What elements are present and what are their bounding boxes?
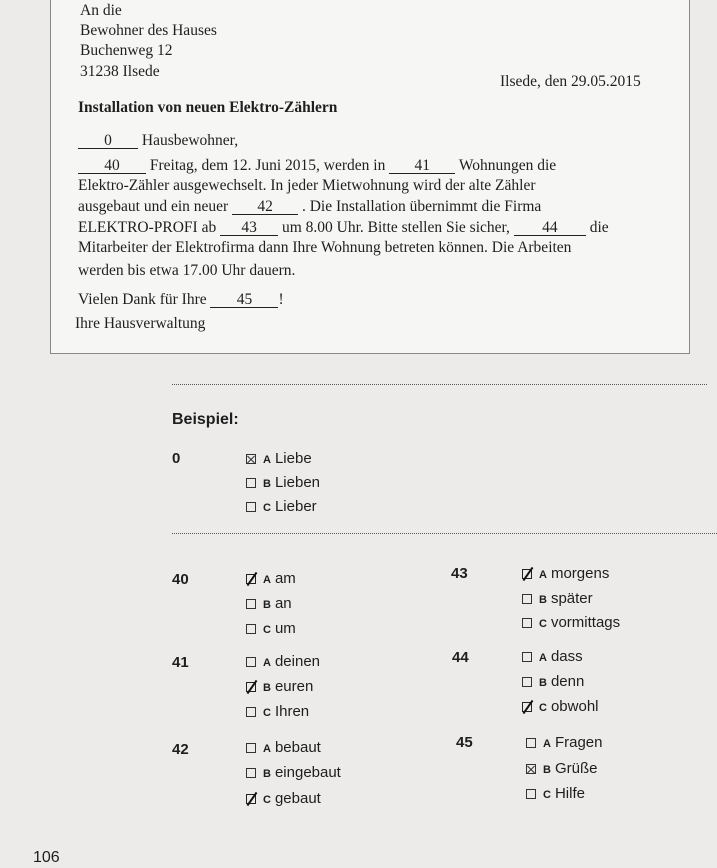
text-segment: ELEKTRO-PROFI ab	[78, 219, 217, 236]
paragraph-line-5: Mitarbeiter der Elektrofirma dann Ihre Wohnung betreten können. Die Arbeiten	[78, 239, 572, 256]
option-text: Grüße	[554, 760, 598, 777]
letter-subject: Installation von neuen Elektro-Zählern	[78, 99, 338, 116]
option-text: obwohl	[550, 698, 599, 715]
checkbox[interactable]	[246, 478, 256, 488]
option-letter: C	[543, 789, 551, 801]
pen-marked-checkbox[interactable]	[522, 569, 532, 579]
option-a	[246, 450, 312, 467]
option-b	[522, 590, 593, 607]
option-letter: A	[263, 454, 271, 466]
pen-marked-checkbox[interactable]	[246, 574, 256, 584]
option-text: um	[274, 620, 296, 637]
option-text: später	[550, 590, 593, 607]
checkbox[interactable]	[246, 502, 256, 512]
option-letter: B	[263, 768, 271, 780]
option-text: am	[274, 570, 296, 587]
recipient-line-2: Bewohner des Hauses	[80, 22, 217, 39]
option-text: Fragen	[554, 734, 603, 751]
option-text: bebaut	[274, 739, 321, 756]
option-letter: B	[263, 478, 271, 490]
option-c	[246, 790, 321, 807]
option-letter: A	[263, 574, 271, 586]
text-segment: um 8.00 Uhr. Bitte stellen Sie sicher,	[281, 219, 510, 236]
gap-0: 0	[78, 133, 138, 149]
checkbox[interactable]	[522, 677, 532, 687]
option-text: Liebe	[274, 450, 312, 467]
option-c	[522, 614, 620, 631]
option-text: an	[274, 595, 292, 612]
option-text: Lieber	[274, 498, 317, 515]
gap-44: 44	[514, 220, 586, 236]
option-letter: C	[263, 794, 271, 806]
option-letter: A	[263, 657, 271, 669]
option-text: dass	[550, 648, 583, 665]
checkbox[interactable]	[522, 594, 532, 604]
option-c	[522, 698, 599, 715]
question-number: 40	[172, 571, 189, 588]
recipient-line-3: Buchenweg 12	[80, 42, 173, 59]
option-text: denn	[550, 673, 585, 690]
option-letter: B	[543, 764, 551, 776]
checkbox[interactable]	[246, 624, 256, 634]
option-text: Lieben	[274, 474, 320, 491]
option-letter: C	[263, 502, 271, 514]
checkbox[interactable]	[246, 599, 256, 609]
text-segment: Freitag, dem 12. Juni 2015, werden in	[149, 157, 386, 174]
option-text: euren	[274, 678, 314, 695]
pen-marked-checkbox[interactable]	[246, 794, 256, 804]
question-number: 42	[172, 741, 189, 758]
date-line: Ilsede, den 29.05.2015	[500, 73, 641, 90]
option-c	[246, 620, 296, 637]
crossed-checkbox[interactable]	[246, 454, 256, 464]
option-a	[526, 734, 602, 751]
option-c	[246, 703, 309, 720]
text-segment: !	[278, 291, 284, 308]
option-letter: A	[539, 652, 547, 664]
option-letter: A	[263, 743, 271, 755]
gap-45: 45	[210, 292, 278, 308]
option-letter: C	[539, 618, 547, 630]
checkbox[interactable]	[522, 618, 532, 628]
checkbox[interactable]	[246, 768, 256, 778]
option-letter: B	[539, 677, 547, 689]
option-b	[526, 760, 597, 777]
option-text: eingebaut	[274, 764, 341, 781]
example-label: Beispiel:	[172, 411, 239, 428]
option-letter: B	[263, 599, 271, 611]
option-a	[246, 570, 296, 587]
checkbox[interactable]	[246, 707, 256, 717]
dotted-separator	[172, 384, 707, 385]
checkbox[interactable]	[526, 789, 536, 799]
option-letter: A	[539, 569, 547, 581]
gap-40: 40	[78, 158, 146, 174]
question-number: 45	[456, 734, 473, 751]
option-letter: A	[543, 738, 551, 750]
paragraph-line-4	[78, 219, 609, 237]
question-number: 43	[451, 565, 468, 582]
gap-43: 43	[220, 220, 278, 236]
option-b	[522, 673, 584, 690]
pen-marked-checkbox[interactable]	[522, 702, 532, 712]
option-b	[246, 764, 341, 781]
text-segment: Wohnungen die	[458, 157, 557, 174]
option-a	[522, 648, 583, 665]
question-number: 44	[452, 649, 469, 666]
option-letter: B	[263, 682, 271, 694]
option-c	[526, 785, 585, 802]
option-b	[246, 678, 313, 695]
option-letter: C	[263, 624, 271, 636]
option-letter: C	[263, 707, 271, 719]
paragraph-line-6: werden bis etwa 17.00 Uhr dauern.	[78, 262, 296, 279]
checkbox[interactable]	[522, 652, 532, 662]
text-segment: ausgebaut und ein neuer	[78, 198, 229, 215]
gap-42: 42	[232, 199, 298, 215]
checkbox[interactable]	[246, 743, 256, 753]
gap-41: 41	[389, 158, 455, 174]
text-segment: Vielen Dank für Ihre	[78, 291, 207, 308]
option-text: Hilfe	[554, 785, 585, 802]
checkbox[interactable]	[246, 657, 256, 667]
option-c	[246, 498, 317, 515]
option-text: vormittags	[550, 614, 621, 631]
thanks-line	[78, 291, 284, 309]
option-b	[246, 474, 320, 491]
greeting-text: Hausbewohner,	[141, 132, 239, 149]
option-a	[246, 739, 321, 756]
option-a	[522, 565, 609, 582]
crossed-checkbox[interactable]	[526, 764, 536, 774]
paragraph-line-1	[78, 157, 556, 175]
recipient-line-4: 31238 Ilsede	[80, 63, 160, 80]
question-number: 41	[172, 654, 189, 671]
option-text: gebaut	[274, 790, 321, 807]
option-b	[246, 595, 292, 612]
option-letter: B	[539, 594, 547, 606]
paragraph-line-2: Elektro-Zähler ausgewechselt. In jeder Mietwohnung wird der alte Zähler	[78, 177, 536, 194]
page-number: 106	[33, 849, 60, 866]
pen-marked-checkbox[interactable]	[246, 682, 256, 692]
option-a	[246, 653, 320, 670]
option-letter: C	[539, 702, 547, 714]
signature: Ihre Hausverwaltung	[75, 315, 206, 332]
text-segment: die	[589, 219, 609, 236]
text-segment: . Die Installation übernimmt die Firma	[301, 198, 542, 215]
greeting-line	[78, 132, 238, 150]
recipient-line-1: An die	[80, 2, 122, 19]
dotted-separator	[172, 533, 717, 534]
option-text: deinen	[274, 653, 320, 670]
option-text: morgens	[550, 565, 610, 582]
option-text: Ihren	[274, 703, 310, 720]
checkbox[interactable]	[526, 738, 536, 748]
question-number: 0	[172, 450, 181, 467]
paragraph-line-3	[78, 198, 541, 216]
